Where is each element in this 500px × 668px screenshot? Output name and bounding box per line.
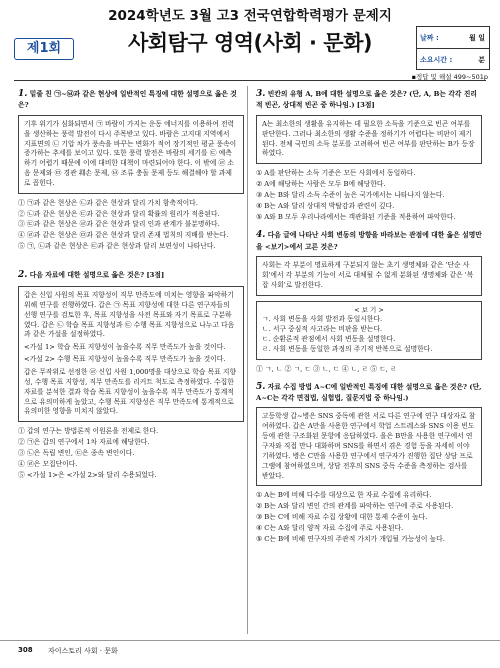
option[interactable]: ⑤ ㉠, ㉡과 같은 현상은 ㉢과 같은 현상과 달리 보편성이 나타난다.: [18, 242, 216, 251]
question-4: [256, 229, 482, 252]
left-column: [18, 88, 244, 481]
passage-text: 사회는 각 부분이 명료하게 구분되지 않는 초기 생명체와 같은 '단순 사회'에서 각 부분의 기능이 서로 대체될 수 없게 분화된 생명체와 같은 '복잡 사회'로 발전한다.: [262, 261, 474, 290]
question-number: 5.: [256, 381, 266, 392]
hypothesis-2: <가설 2> 수행 목표 지향성이 높을수록 직무 만족도가 높을 것이다.: [24, 355, 226, 364]
passage-box: [18, 115, 244, 194]
bogi-item: ㄴ. 서구 중심적 사고라는 비판을 받는다.: [262, 325, 383, 334]
time-label: 소요시간 :: [420, 55, 453, 64]
bogi-item: ㄷ. 순환론적 관점에서 사회 변동을 설명한다.: [262, 335, 396, 344]
page-number: 308: [18, 646, 33, 654]
question-stem: 밑줄 친 ㉠~㉥과 같은 현상에 일반적인 특징에 대한 설명으로 옳은 것은?: [18, 90, 237, 110]
option[interactable]: ① A를 판단하는 소득 기준은 모든 사회에서 동일하다.: [256, 169, 416, 178]
option[interactable]: ④ C는 A와 달리 양적 자료 수집에 주로 사용된다.: [256, 523, 404, 532]
date-time-box: [416, 26, 490, 70]
bogi-item: ㄹ. 사회 변동을 동일한 과정의 주기적 반복으로 설명한다.: [262, 344, 433, 353]
date-label: 날짜 :: [420, 33, 439, 42]
option[interactable]: ③ A는 B와 달리 소득 수준이 높은 국가에서는 나타나지 않는다.: [256, 190, 445, 199]
option[interactable]: ④ ㉣은 모집단이다.: [18, 459, 78, 468]
option[interactable]: ③ ㉢과 같은 현상은 ㉣과 같은 현상과 달리 인과 관계가 불분명하다.: [18, 220, 220, 229]
right-column: [256, 88, 482, 546]
question-stem: 다음 글에 나타난 사회 변동의 방향을 바라보는 관점에 대한 옳은 설명만을 <보기>에서 고른 것은?: [256, 231, 482, 251]
footer-text: 자이스토리 사회 · 문화: [48, 647, 118, 655]
options-row[interactable]: ① ㄱ, ㄴ ② ㄱ, ㄷ ③ ㄴ, ㄷ ④ ㄴ, ㄹ ⑤ ㄷ, ㄹ: [256, 364, 397, 373]
passage-text: A는 최소한의 생활을 유지하는 데 필요한 소득을 기준으로 빈곤 여부를 판단한다. 그러나 최소한의 생활 수준을 정하기가 어렵다는 비판이 제기된다. 전체 국민의 소득 분포를 고려하여 빈곤 여부를 판단하는 B가 등장하였다.: [262, 119, 475, 158]
option[interactable]: ④ B는 A와 달리 상대적 박탈감과 관련이 깊다.: [256, 201, 395, 210]
footer-rule: [0, 640, 500, 641]
passage-text: 갑은 무작위로 선정한 ㉣ 신입 사원 1,000명을 대상으로 학습 목표 지향성, 수행 목표 지향성, 직무 만족도를 리커트 척도로 측정하였다. 수집한 자료를 분석한 결과 학습 목표 지향성이 높을수록 직무 만족도가 통계적으로 유의미하게 높았고, 수행 목표 지향성은 직무 만족도에 통계적으로 유의미한 영향을 미치지 않았다.: [24, 367, 237, 416]
question-5: [256, 381, 482, 404]
bogi-box: [256, 301, 482, 360]
option[interactable]: ② ㉡과 같은 현상은 ㉢과 같은 현상과 달리 확률의 원리가 적용된다.: [18, 209, 220, 218]
column-divider: [247, 86, 248, 634]
question-number: 2.: [18, 270, 28, 281]
option[interactable]: ⑤ C는 B에 비해 연구자의 주관적 가치가 개입될 가능성이 높다.: [256, 534, 445, 543]
option[interactable]: ② ㉠은 갑의 연구에서 1차 자료에 해당한다.: [18, 438, 150, 447]
option[interactable]: ① ㉠과 같은 현상은 ㉡과 같은 현상과 달리 가치 함축적이다.: [18, 198, 198, 207]
passage-text: 기후 위기가 심화되면서 ㉠ 바람이 가지는 운동 에너지를 이용하여 전력을 생산하는 풍력 발전이 다시 주목받고 있다. 바람은 고지대 지역에서 지표면의 ㉡ 기압 차가 풍속을 바꾸는 변화가 적어 장기적인 평균 풍속이 증가하는 추세를 보이고 있다. 또한 풍력 발전은 바람의 세기를 ㉢ 예측하기 어렵기 때문에 이에 대비한 대책이 마련되어야 한다. 이 밖에 ㉣ 소음 문제와 ㉤ 경관 훼손 문제, ㉥ 조류 충돌 문제 등도 해결해야 할 과제로 꼽힌다.: [24, 119, 237, 187]
options-list: [18, 199, 244, 252]
option[interactable]: ③ B는 C에 비해 자료 수집 상황에 대한 통제 수준이 높다.: [256, 513, 428, 522]
passage-text: 고등학생 갑~병은 SNS 중독에 관한 서로 다른 연구에 연구 대상자로 참여하였다. 갑은 A만을 사용한 연구에서 학업 스트레스와 SNS 이용 빈도 등에 관한 구조화된 문항에 응답하였다. 을은 B만을 사용한 연구에서 연구자와 직접 만나 대화하며 SNS를 하면서 겪은 경험 등을 자세히 이야기하였다. 병은 C만을 사용한 연구에서 연구자가 진행한 집단 상담 프로그램에 참여하였으며, 상담 전후의 SNS 중독 수준을 측정하는 검사를 받았다.: [262, 412, 476, 480]
option[interactable]: ② B는 A와 달리 변인 간의 관계를 파악하는 연구에 주로 사용된다.: [256, 502, 454, 511]
passage-box: [18, 286, 244, 422]
question-1: [18, 88, 244, 111]
question-number: 4.: [256, 230, 266, 241]
question-stem: 자료 수집 방법 A~C에 일반적인 특징에 대한 설명으로 옳은 것은? (단, A~C는 각각 면접법, 실험법, 질문지법 중 하나임.): [256, 382, 482, 402]
passage-box: [256, 115, 482, 164]
answer-note: ▪정답 및 해설 499~501p: [411, 73, 488, 81]
passage-text: 갑은 신입 사원의 목표 지향성이 직무 만족도에 미치는 영향을 파악하기 위해 연구를 진행하였다. 갑은 ㉠ 목표 지향성에 대한 다른 연구자들의 선행 연구를 검토한 후, 목표 지향성을 사전 목표와 자기 목표로 구분하였다. 갑은 ㉡ 학습 목표 지향성과 ㉢ 수행 목표 지향성으로 나누고 다음과 같은 가설을 설정하였다.: [24, 291, 235, 339]
question-stem: 다음 자료에 대한 설명으로 옳은 것은? [3점]: [29, 271, 165, 280]
exam-title: 2024학년도 3월 고3 전국연합학력평가 문제지: [108, 8, 392, 24]
option[interactable]: ⑤ A와 B 모두 우리나라에서는 객관화된 기준을 적용하여 파악한다.: [256, 212, 456, 221]
bogi-item: ㄱ. 사회 변동을 사회 발전과 동일시한다.: [262, 315, 383, 324]
hypothesis-1: <가설 1> 학습 목표 지향성이 높을수록 직무 만족도가 높을 것이다.: [24, 343, 226, 352]
option[interactable]: ④ ㉣과 같은 현상은 ㉤과 같은 현상과 달리 존재 법칙의 지배를 받는다.: [18, 231, 229, 240]
option[interactable]: ① 갑의 연구는 방법론적 이원론을 전제로 한다.: [18, 427, 159, 436]
passage-box: [256, 256, 482, 296]
time-value[interactable]: 분: [478, 55, 485, 64]
options-list: [256, 491, 482, 544]
question-2: [18, 269, 244, 282]
option[interactable]: ⑤ <가설 1>은 <가설 2>와 달리 수용되었다.: [18, 470, 157, 479]
option[interactable]: ① A는 B에 비해 다수를 대상으로 한 자료 수집에 유리하다.: [256, 491, 432, 500]
subject-title: 사회탐구 영역(사회 · 문화): [128, 31, 372, 55]
question-3: [256, 88, 482, 111]
bogi-heading: < 보 기 >: [354, 305, 384, 314]
date-value[interactable]: 월 일: [469, 33, 485, 42]
options-list: [256, 169, 482, 222]
question-number: 3.: [256, 89, 266, 99]
question-number: 1.: [18, 89, 28, 99]
options-list: [18, 427, 244, 480]
passage-box: [256, 407, 482, 486]
option[interactable]: ③ ㉡은 독립 변인, ㉢은 종속 변인이다.: [18, 448, 135, 457]
header-rule: [14, 80, 486, 81]
round-badge: 제1회: [14, 38, 74, 60]
option[interactable]: ② A에 해당하는 사람은 모두 B에 해당한다.: [256, 180, 386, 189]
question-stem: 빈칸의 유형 A, B에 대한 설명으로 옳은 것은? (단, A, B는 각각 진리적 빈곤, 상대적 빈곤 중 하나임.) [3점]: [256, 90, 477, 110]
